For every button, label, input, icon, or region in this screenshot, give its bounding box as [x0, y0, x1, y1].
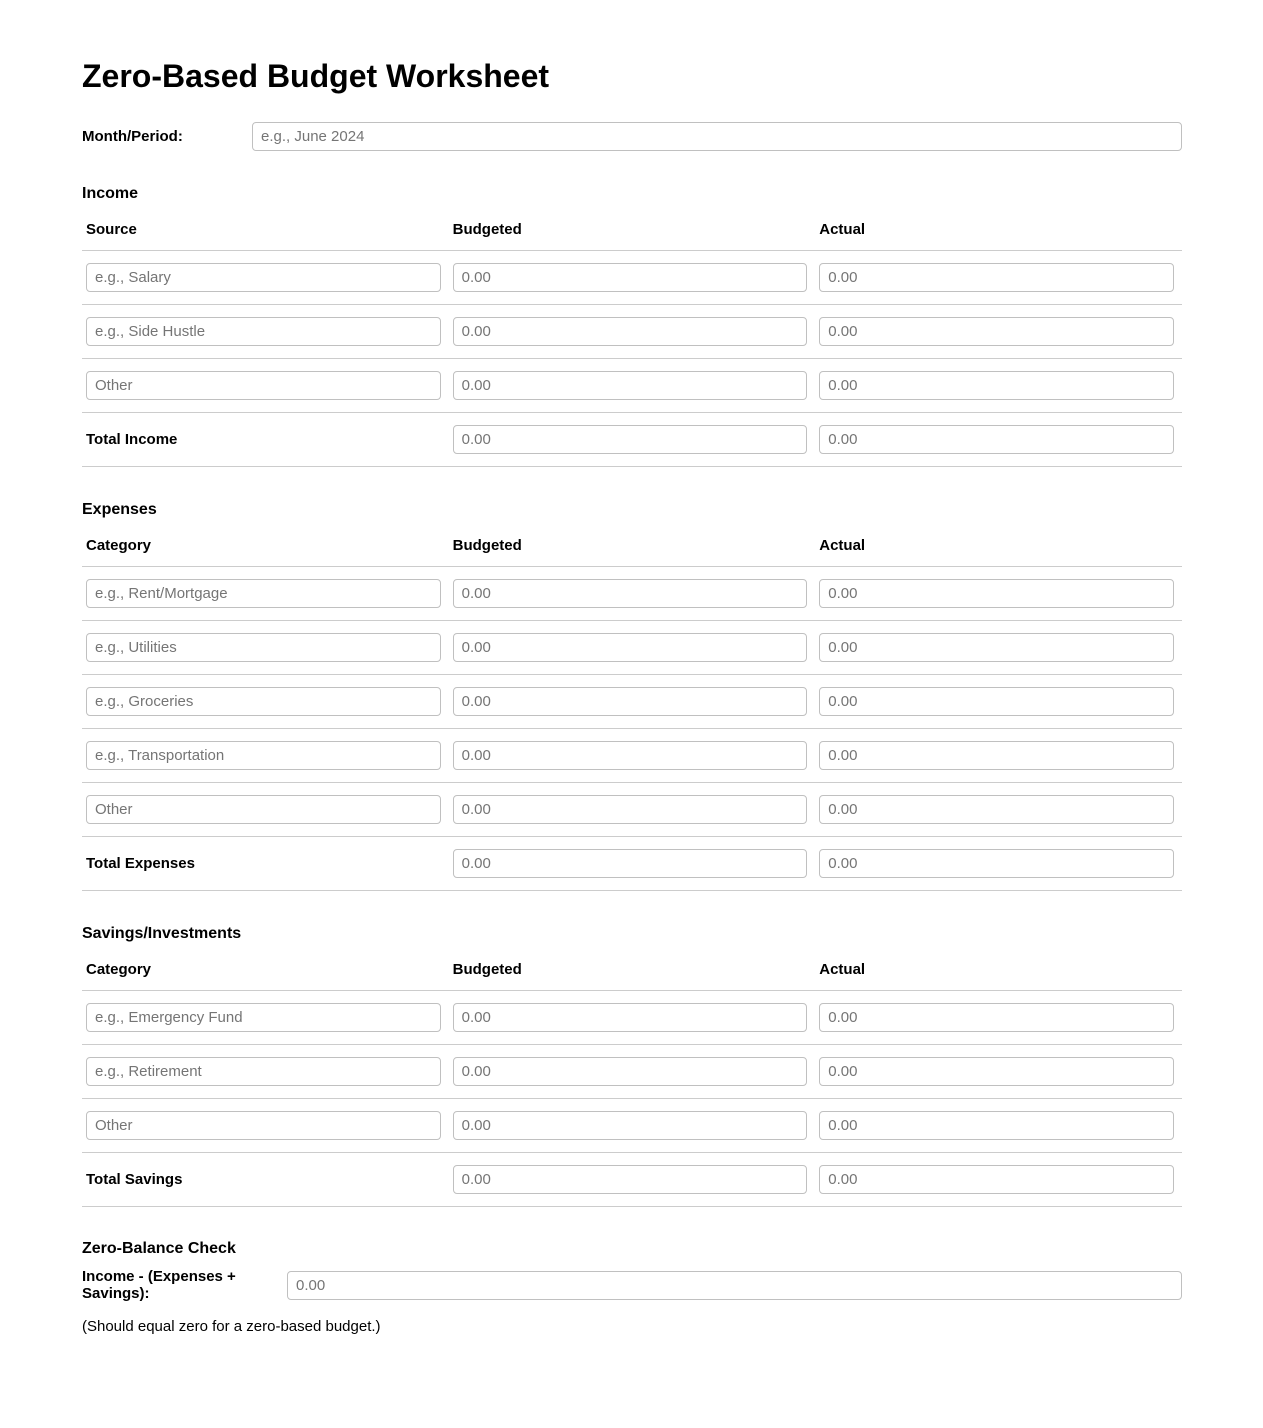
savings-row-2-budgeted-input[interactable] [453, 1057, 808, 1086]
savings-heading: Savings/Investments [82, 925, 242, 942]
zero-balance-input[interactable] [287, 1271, 1182, 1300]
expenses-row-4-actual-input[interactable] [819, 741, 1174, 770]
zero-balance-note: (Should equal zero for a zero-based budget.) [82, 1318, 381, 1335]
table-row [82, 783, 1182, 837]
total-income-actual-input[interactable] [819, 425, 1174, 454]
total-expenses-label: Total Expenses [86, 854, 195, 872]
page-clip [0, 58, 1263, 1360]
income-column-header-actual: Actual [815, 203, 1182, 251]
savings-table [82, 943, 1182, 1207]
income-row-3-actual-input[interactable] [819, 371, 1174, 400]
table-row [82, 567, 1182, 621]
income-column-header-source: Source [82, 203, 449, 251]
income-row-2-budgeted-input[interactable] [453, 317, 808, 346]
total-row [82, 1153, 1182, 1207]
table-row [82, 1045, 1182, 1099]
savings-row-3-budgeted-input[interactable] [453, 1111, 808, 1140]
income-row-2-actual-input[interactable] [819, 317, 1174, 346]
worksheet [82, 58, 1182, 1335]
total-income-budgeted-input[interactable] [453, 425, 808, 454]
expenses-column-header-budgeted: Budgeted [449, 519, 816, 567]
section-expenses [82, 500, 1182, 891]
total-row [82, 837, 1182, 891]
expenses-row-1-budgeted-input[interactable] [453, 579, 808, 608]
total-savings-budgeted-input[interactable] [453, 1165, 808, 1194]
expenses-row-1-actual-input[interactable] [819, 579, 1174, 608]
expenses-row-1-category-input[interactable] [86, 579, 441, 608]
income-column-header-budgeted: Budgeted [449, 203, 816, 251]
expenses-row-5-actual-input[interactable] [819, 795, 1174, 824]
zero-balance-row [82, 1268, 1182, 1302]
income-row-1-budgeted-input[interactable] [453, 263, 808, 292]
income-row-2-source-input[interactable] [86, 317, 441, 346]
section-savings [82, 924, 1182, 1207]
expenses-row-4-category-input[interactable] [86, 741, 441, 770]
section-zero-balance-check [82, 1239, 1182, 1335]
income-table [82, 203, 1182, 467]
savings-header-row [82, 943, 1182, 991]
total-income-label: Total Income [86, 430, 178, 448]
total-savings-actual-input[interactable] [819, 1165, 1174, 1194]
income-row-3-budgeted-input[interactable] [453, 371, 808, 400]
total-expenses-budgeted-input[interactable] [453, 849, 808, 878]
expenses-column-header-category: Category [82, 519, 449, 567]
table-row [82, 305, 1182, 359]
expenses-row-3-category-input[interactable] [86, 687, 441, 716]
income-header-row [82, 203, 1182, 251]
income-row-1-actual-input[interactable] [819, 263, 1174, 292]
savings-row-3-category-input[interactable] [86, 1111, 441, 1140]
total-expenses-actual-input[interactable] [819, 849, 1174, 878]
savings-row-2-category-input[interactable] [86, 1057, 441, 1086]
savings-row-1-budgeted-input[interactable] [453, 1003, 808, 1032]
expenses-row-2-category-input[interactable] [86, 633, 441, 662]
table-row [82, 621, 1182, 675]
zero-balance-label: Income - (Expenses + Savings): [82, 1268, 236, 1302]
expenses-row-5-budgeted-input[interactable] [453, 795, 808, 824]
table-row [82, 729, 1182, 783]
savings-column-header-category: Category [82, 943, 449, 991]
month-period-row [82, 122, 1182, 151]
savings-row-1-actual-input[interactable] [819, 1003, 1174, 1032]
expenses-table [82, 519, 1182, 891]
month-period-label: Month/Period: [82, 128, 183, 145]
savings-column-header-budgeted: Budgeted [449, 943, 816, 991]
savings-row-2-actual-input[interactable] [819, 1057, 1174, 1086]
income-row-3-source-input[interactable] [86, 371, 441, 400]
savings-row-3-actual-input[interactable] [819, 1111, 1174, 1140]
expenses-row-5-category-input[interactable] [86, 795, 441, 824]
savings-row-1-category-input[interactable] [86, 1003, 441, 1032]
table-row [82, 675, 1182, 729]
page-title: Zero-Based Budget Worksheet [82, 58, 550, 94]
table-row [82, 359, 1182, 413]
expenses-row-3-actual-input[interactable] [819, 687, 1174, 716]
expenses-header-row [82, 519, 1182, 567]
expenses-row-4-budgeted-input[interactable] [453, 741, 808, 770]
table-row [82, 251, 1182, 305]
total-savings-label: Total Savings [86, 1170, 183, 1188]
table-row [82, 991, 1182, 1045]
total-row [82, 413, 1182, 467]
expenses-column-header-actual: Actual [815, 519, 1182, 567]
expenses-heading: Expenses [82, 501, 157, 518]
table-row [82, 1099, 1182, 1153]
zero-balance-heading: Zero-Balance Check [82, 1240, 236, 1257]
income-heading: Income [82, 185, 139, 202]
section-income [82, 184, 1182, 467]
expenses-row-2-actual-input[interactable] [819, 633, 1174, 662]
income-row-1-source-input[interactable] [86, 263, 441, 292]
expenses-row-2-budgeted-input[interactable] [453, 633, 808, 662]
month-period-input[interactable] [252, 122, 1182, 151]
savings-column-header-actual: Actual [815, 943, 1182, 991]
expenses-row-3-budgeted-input[interactable] [453, 687, 808, 716]
